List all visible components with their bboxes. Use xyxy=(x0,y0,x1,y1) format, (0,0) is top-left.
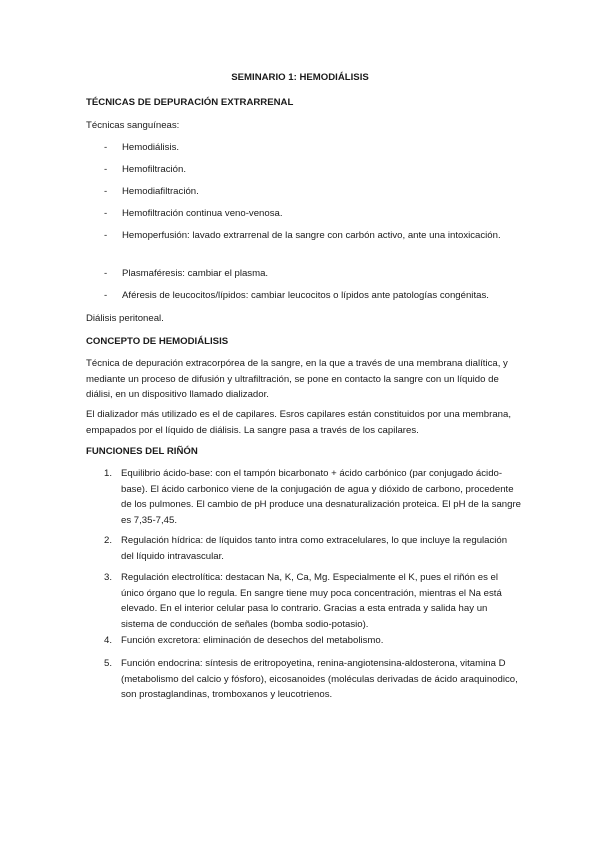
item-number: 2. xyxy=(104,535,113,546)
item-number: 4. xyxy=(104,635,113,646)
item-number: 5. xyxy=(104,658,113,669)
item-text: Regulación electrolítica: destacan Na, K, Ca, Mg. Especialmente el K, pues el riñón es el único órgano que lo regula. En sangre tiene muy poca concentración, mientras el Na está elevado. En el interior celular pasa lo contrario. Gracias a esta entrada y salida hay un sistema de conducción de señales (bomba sodio-potasio). xyxy=(121,572,502,630)
list-item-text: Hemoperfusión: lavado extrarrenal de la sangre con carbón activo, ante una intoxicación. xyxy=(122,230,501,241)
item-number: 3. xyxy=(104,572,113,583)
list-item-text: Plasmaféresis: cambiar el plasma. xyxy=(122,268,269,279)
item-number: 1. xyxy=(104,468,113,479)
document-title: SEMINARIO 1: HEMODIÁLISIS xyxy=(231,72,369,83)
tecnicas-outro: Diálisis peritoneal. xyxy=(86,313,164,324)
section-heading-concepto: CONCEPTO DE HEMODIÁLISIS xyxy=(86,336,229,347)
list-item-text: Hemofiltración continua veno-venosa. xyxy=(122,208,283,219)
list-item-text: Aféresis de leucocitos/lípidos: cambiar leucocitos o lípidos ante patologías congénitas. xyxy=(122,290,489,301)
dash-bullet: - xyxy=(104,208,108,219)
list-item-text: Hemofiltración. xyxy=(122,164,186,175)
item-text: Equilibrio ácido-base: con el tampón bicarbonato + ácido carbónico (par conjugado ácido-base). El ácido carbonico viene de la conjugación de agua y dióxido de carbono, procedente de los pulmones. El cambio de pH produce una desnaturalización proteica. El pH de la sangre es 7,35-7,45. xyxy=(121,468,521,526)
dash-bullet: - xyxy=(104,142,108,153)
dash-bullet: - xyxy=(104,268,108,279)
dash-bullet: - xyxy=(104,186,108,197)
concepto-paragraph: El dializador más utilizado es el de capilares. Esros capilares están constituidos por una membrana, empapados por el líquido de diálisis. La sangre pasa a través de los capilares. xyxy=(86,409,512,436)
section-heading-funciones: FUNCIONES DEL RIÑÓN xyxy=(86,446,198,457)
item-text: Regulación hídrica: de líquidos tanto intra como extracelulares, lo que incluye la regulación del líquido intravascular. xyxy=(121,535,508,562)
list-item-text: Hemodiálisis. xyxy=(122,142,180,153)
dash-bullet: - xyxy=(104,164,108,175)
dash-bullet: - xyxy=(104,230,108,241)
section-heading-tecnicas: TÉCNICAS DE DEPURACIÓN EXTRARRENAL xyxy=(86,97,294,108)
dash-bullet: - xyxy=(104,290,108,301)
item-text: Función endocrina: síntesis de eritropoyetina, renina-angiotensina-aldosterona, vitamina D (metabolismo del calcio y fósforo), eicosanoides (moléculas derivadas de ácido araquinodico, son prostaglandinas, tromboxanos y leucotrienos. xyxy=(121,658,518,700)
item-text: Función excretora: eliminación de desechos del metabolismo. xyxy=(121,635,384,646)
list-item-text: Hemodiafiltración. xyxy=(122,186,199,197)
concepto-paragraph: Técnica de depuración extracorpórea de la sangre, en la que a través de una membrana dialítica, y mediante un proceso de difusión y ultrafiltración, se pone en contacto la sangre con un líquido de diálisi, en un dispositivo llamado dializador. xyxy=(86,358,508,400)
tecnicas-intro: Técnicas sanguíneas: xyxy=(86,120,180,131)
